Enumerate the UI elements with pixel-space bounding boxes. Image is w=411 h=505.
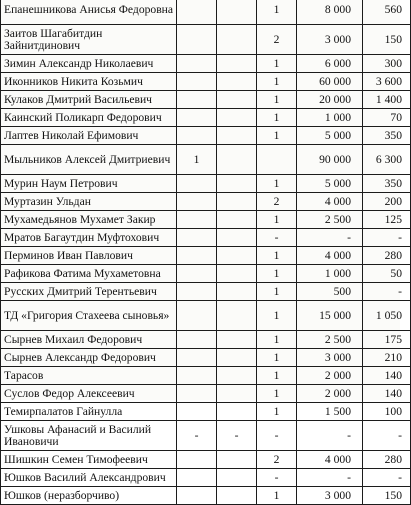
cell-col-1: [177, 193, 217, 211]
cell-col-1: [177, 0, 217, 25]
cell-amount: 2 000: [297, 385, 363, 403]
cell-col-2: [217, 175, 257, 193]
cell-tax: -: [363, 421, 411, 451]
cell-tax: 3 600: [363, 73, 411, 91]
cell-amount: 3 000: [297, 25, 363, 55]
table-row: [1, 403, 411, 421]
table-row: [1, 421, 411, 451]
cell-name: Мурин Наум Петрович: [1, 175, 177, 193]
cell-col-3: 1: [257, 349, 297, 367]
table-row: [1, 145, 411, 175]
cell-col-3: 1: [257, 331, 297, 349]
cell-col-3: 1: [257, 0, 297, 25]
cell-name: Русских Дмитрий Терентьевич: [1, 283, 177, 301]
cell-name: Епанешникова Анисья Федоровна: [1, 0, 177, 25]
cell-amount: 60 000: [297, 73, 363, 91]
cell-name: Мухамедьянов Мухамет Закир: [1, 211, 177, 229]
cell-tax: 560: [363, 0, 411, 25]
cell-col-3: 1: [257, 301, 297, 331]
cell-col-2: [217, 91, 257, 109]
cell-col-2: [217, 229, 257, 247]
cell-col-3: 1: [257, 211, 297, 229]
cell-amount: 5 000: [297, 175, 363, 193]
cell-tax: -: [363, 283, 411, 301]
cell-tax: 210: [363, 349, 411, 367]
cell-amount: -: [297, 421, 363, 451]
table-row: [1, 229, 411, 247]
cell-tax: 150: [363, 487, 411, 505]
cell-col-1: [177, 331, 217, 349]
cell-col-2: [217, 451, 257, 469]
cell-col-2: [217, 385, 257, 403]
cell-name: Рафикова Фатима Мухаметовна: [1, 265, 177, 283]
cell-col-1: [177, 283, 217, 301]
cell-tax: 140: [363, 367, 411, 385]
cell-col-1: [177, 229, 217, 247]
cell-col-1: 1: [177, 145, 217, 175]
table-row: [1, 25, 411, 55]
table-row: [1, 349, 411, 367]
cell-name: ТД «Григория Стахеева сыновья»: [1, 301, 177, 331]
cell-col-2: [217, 283, 257, 301]
table-row: [1, 193, 411, 211]
cell-amount: 6 000: [297, 55, 363, 73]
cell-tax: 200: [363, 193, 411, 211]
cell-col-1: [177, 211, 217, 229]
cell-col-1: [177, 301, 217, 331]
cell-col-3: 1: [257, 109, 297, 127]
cell-col-2: [217, 367, 257, 385]
cell-name: Зимин Александр Николаевич: [1, 55, 177, 73]
cell-tax: 280: [363, 451, 411, 469]
table-row: [1, 109, 411, 127]
cell-col-1: [177, 349, 217, 367]
cell-tax: 70: [363, 109, 411, 127]
cell-col-1: [177, 73, 217, 91]
cell-amount: 1 000: [297, 109, 363, 127]
cell-name: Кулаков Дмитрий Васильевич: [1, 91, 177, 109]
cell-amount: -: [297, 229, 363, 247]
table-row: [1, 0, 411, 25]
cell-col-3: 1: [257, 403, 297, 421]
cell-col-2: [217, 145, 257, 175]
cell-amount: 8 000: [297, 0, 363, 25]
cell-col-2: [217, 127, 257, 145]
cell-col-3: -: [257, 469, 297, 487]
cell-name: Темирпалатов Гайнулла: [1, 403, 177, 421]
cell-col-2: [217, 73, 257, 91]
cell-name: Сырнев Михаил Федорович: [1, 331, 177, 349]
cell-col-3: 1: [257, 73, 297, 91]
cell-amount: 20 000: [297, 91, 363, 109]
cell-amount: 90 000: [297, 145, 363, 175]
cell-amount: 15 000: [297, 301, 363, 331]
cell-col-2: [217, 403, 257, 421]
cell-col-2: [217, 349, 257, 367]
cell-col-1: -: [177, 421, 217, 451]
cell-amount: 4 000: [297, 193, 363, 211]
cell-col-3: 2: [257, 25, 297, 55]
table-row: [1, 91, 411, 109]
cell-tax: 280: [363, 247, 411, 265]
cell-col-2: [217, 25, 257, 55]
cell-tax: 1 050: [363, 301, 411, 331]
cell-col-3: 1: [257, 367, 297, 385]
cell-col-3: 1: [257, 175, 297, 193]
cell-col-1: [177, 55, 217, 73]
cell-col-3: [257, 145, 297, 175]
cell-name: Юшков Василий Александрович: [1, 469, 177, 487]
cell-col-1: [177, 91, 217, 109]
table-row: [1, 331, 411, 349]
table-row: [1, 385, 411, 403]
cell-col-2: [217, 331, 257, 349]
cell-name: Мратов Багаутдин Муфтохович: [1, 229, 177, 247]
cell-tax: 140: [363, 385, 411, 403]
cell-col-1: [177, 109, 217, 127]
cell-name: Иконников Никита Козьмич: [1, 73, 177, 91]
cell-col-3: 1: [257, 127, 297, 145]
cell-amount: 500: [297, 283, 363, 301]
cell-name: Шишкин Семен Тимофеевич: [1, 451, 177, 469]
cell-amount: 3 000: [297, 487, 363, 505]
table-row: [1, 265, 411, 283]
cell-col-1: [177, 487, 217, 505]
table-row: [1, 469, 411, 487]
table-body: [1, 0, 411, 505]
table-row: [1, 127, 411, 145]
cell-amount: -: [297, 469, 363, 487]
cell-name: Муртазин Ульдан: [1, 193, 177, 211]
cell-col-2: [217, 211, 257, 229]
cell-name: Сырнев Александр Федорович: [1, 349, 177, 367]
cell-col-1: [177, 175, 217, 193]
cell-amount: 2 000: [297, 367, 363, 385]
table-row: [1, 211, 411, 229]
cell-name: Ушковы Афанасий и Василий Ивановичи: [1, 421, 177, 451]
cell-col-1: [177, 265, 217, 283]
cell-name: Заитов Шагабитдин Зайнитдинович: [1, 25, 177, 55]
cell-name: Мыльников Алексей Дмитриевич: [1, 145, 177, 175]
cell-tax: 1 400: [363, 91, 411, 109]
table-row: [1, 175, 411, 193]
cell-col-3: 1: [257, 283, 297, 301]
cell-name: Перминов Иван Павлович: [1, 247, 177, 265]
cell-col-1: [177, 127, 217, 145]
cell-col-2: [217, 247, 257, 265]
cell-tax: 50: [363, 265, 411, 283]
cell-col-2: [217, 301, 257, 331]
cell-col-2: [217, 55, 257, 73]
table-row: [1, 367, 411, 385]
cell-col-2: [217, 469, 257, 487]
cell-tax: 125: [363, 211, 411, 229]
cell-col-3: 1: [257, 385, 297, 403]
cell-col-1: [177, 451, 217, 469]
cell-col-2: [217, 487, 257, 505]
cell-col-2: [217, 0, 257, 25]
cell-name: Каинский Поликарп Федорович: [1, 109, 177, 127]
cell-amount: 1 500: [297, 403, 363, 421]
table-row: [1, 55, 411, 73]
cell-amount: 1 000: [297, 265, 363, 283]
cell-tax: 175: [363, 331, 411, 349]
cell-name: Суслов Федор Алексеевич: [1, 385, 177, 403]
cell-col-3: 1: [257, 55, 297, 73]
cell-col-3: 2: [257, 193, 297, 211]
cell-amount: 4 000: [297, 451, 363, 469]
table-row: [1, 247, 411, 265]
cell-amount: 2 500: [297, 331, 363, 349]
cell-col-2: [217, 193, 257, 211]
cell-col-1: [177, 385, 217, 403]
cell-col-2: [217, 265, 257, 283]
cell-name: Юшков (неразборчиво): [1, 487, 177, 505]
cell-tax: 150: [363, 25, 411, 55]
cell-col-3: -: [257, 421, 297, 451]
cell-col-1: [177, 367, 217, 385]
cell-col-2: [217, 109, 257, 127]
cell-col-1: [177, 403, 217, 421]
cell-tax: -: [363, 229, 411, 247]
table-row: [1, 487, 411, 505]
table-row: [1, 73, 411, 91]
cell-col-3: 1: [257, 247, 297, 265]
cell-col-3: 1: [257, 91, 297, 109]
cell-tax: 6 300: [363, 145, 411, 175]
cell-tax: 350: [363, 127, 411, 145]
cell-col-1: [177, 469, 217, 487]
cell-tax: 300: [363, 55, 411, 73]
cell-name: Лаптев Николай Ефимович: [1, 127, 177, 145]
cell-col-1: [177, 247, 217, 265]
cell-amount: 4 000: [297, 247, 363, 265]
table-row: [1, 451, 411, 469]
cell-col-3: 1: [257, 265, 297, 283]
cell-amount: 5 000: [297, 127, 363, 145]
cell-amount: 3 000: [297, 349, 363, 367]
cell-col-1: [177, 25, 217, 55]
table-row: [1, 301, 411, 331]
cell-col-3: -: [257, 229, 297, 247]
cell-name: Тарасов: [1, 367, 177, 385]
cell-amount: 2 500: [297, 211, 363, 229]
cell-col-3: 2: [257, 451, 297, 469]
table-row: [1, 283, 411, 301]
cell-tax: -: [363, 469, 411, 487]
cell-col-2: -: [217, 421, 257, 451]
cell-tax: 350: [363, 175, 411, 193]
cell-col-3: 1: [257, 487, 297, 505]
cell-tax: 100: [363, 403, 411, 421]
